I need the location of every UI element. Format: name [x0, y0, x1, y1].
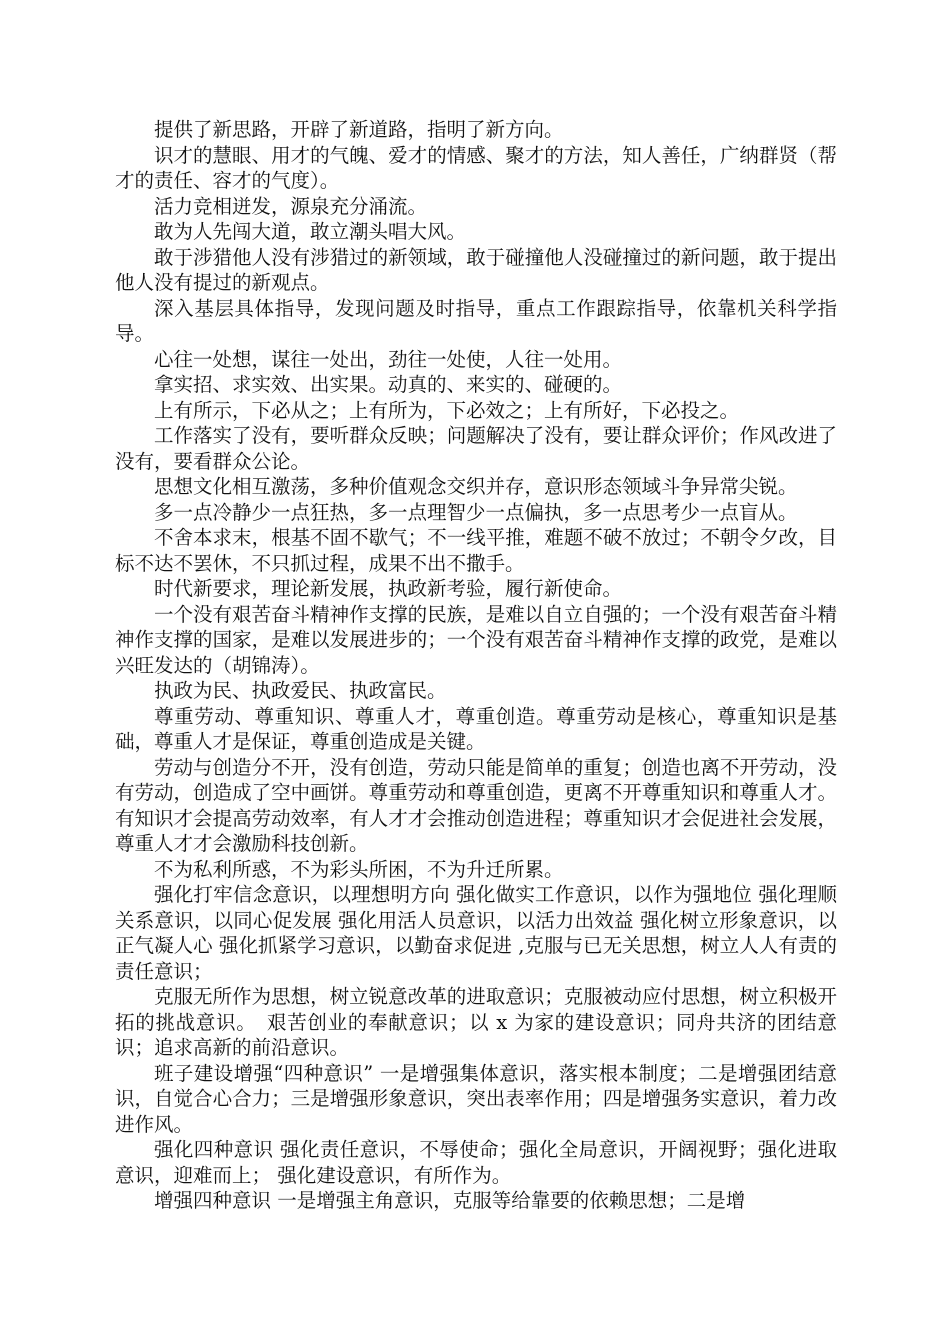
paragraph: 多一点冷静少一点狂热，多一点理智少一点偏执，多一点思考少一点盲从。 — [154, 500, 798, 524]
paragraph: 思想文化相互激荡，多种价值观念交织并存，意识形态领域斗争异常尖锐。 — [154, 475, 798, 498]
paragraph: 上有所示，下必从之；上有所为，下必效之；上有所好，下必投之。 — [154, 398, 740, 422]
paragraph: 不舍本求末，根基不固不歇气；不一线平推，难题不破不放过；不朝令夕改，目标不达不罢休，不只抓过程，成果不出不撒手。 — [115, 526, 837, 575]
paragraph: 班子建设增强“四种意识” 一是增强集体意识，落实根本制度；二是增强团结意识，自觉合心合力；三是增强形象意识，突出表率作用；四是增强务实意识，着力改进作风。 — [115, 1061, 837, 1136]
paragraph: 执政为民、执政爱民、执政富民。 — [154, 679, 447, 702]
paragraph: 工作落实了没有，要听群众反映；问题解决了没有，要让群众评价；作风改进了没有，要看群众公论。 — [115, 424, 837, 473]
paragraph: 深入基层具体指导，发现问题及时指导，重点工作跟踪指导，依靠机关科学指导。 — [115, 296, 837, 345]
paragraph: 克服无所作为思想，树立锐意改革的进取意识；克服被动应付思想，树立积极开拓的挑战意识。 艰苦创业的奉献意识；以 x 为家的建设意识；同舟共济的团结意识；追求高新的前沿意识。 — [115, 985, 837, 1059]
paragraph: 心往一处想，谋往一处出，劲往一处使，人往一处用。 — [154, 347, 623, 371]
document-body — [115, 117, 837, 1214]
paragraph: 不为私利所惑，不为彩头所困，不为升迁所累。 — [154, 857, 564, 881]
paragraph: 敢为人先闯大道，敢立潮头唱大风。 — [154, 220, 467, 243]
paragraph: 敢于涉猎他人没有涉猎过的新领域，敢于碰撞他人没碰撞过的新问题，敢于提出他人没有提过的新观点。 — [115, 245, 837, 294]
paragraph: 劳动与创造分不开，没有创造，劳动只能是简单的重复；创造也离不开劳动，没有劳动，创造成了空中画饼。尊重劳动和尊重创造，更离不开尊重知识和尊重人才。有知识才会提高劳动效率，有人才才会推动创造进程；尊重知识才会促进社会发展，尊重人才才会激励科技创新。 — [115, 755, 837, 855]
paragraph: 识才的慧眼、用才的气魄、爱才的情感、聚才的方法，知人善任，广纳群贤（帮才的责任、容才的气度）。 — [115, 143, 837, 192]
paragraph: 时代新要求，理论新发展，执政新考验，履行新使命。 — [154, 577, 623, 600]
paragraph: 拿实招、求实效、出实果。动真的、来实的、碰硬的。 — [154, 373, 623, 396]
paragraph: 增强四种意识 一是增强主角意识，克服等给靠要的依赖思想；二是增 — [154, 1189, 746, 1212]
paragraph: 提供了新思路，开辟了新道路，指明了新方向。 — [154, 118, 564, 141]
paragraph: 强化四种意识 强化责任意识，不辱使命；强化全局意识，开阔视野；强化进取意识，迎难而上； 强化建设意识，有所作为。 — [115, 1138, 837, 1187]
paragraph: 活力竞相迸发，源泉充分涌流。 — [154, 194, 428, 218]
paragraph: 尊重劳动、尊重知识、尊重人才，尊重创造。尊重劳动是核心，尊重知识是基础，尊重人才是保证，尊重创造成是关键。 — [115, 704, 837, 753]
paragraph: 强化打牢信念意识，以理想明方向 强化做实工作意识，以作为强地位 强化理顺关系意识，以同心促发展 强化用活人员意识，以活力出效益 强化树立形象意识，以正气凝人心 强化抓紧学习意识，以勤奋求促进 ,克服与已无关思想，树立人人有责的责任意识； — [115, 883, 837, 983]
paragraph: 一个没有艰苦奋斗精神作支撑的民族，是难以自立自强的；一个没有艰苦奋斗精神作支撑的国家，是难以发展进步的；一个没有艰苦奋斗精神作支撑的政党，是难以兴旺发达的（胡锦涛）。 — [115, 602, 837, 677]
